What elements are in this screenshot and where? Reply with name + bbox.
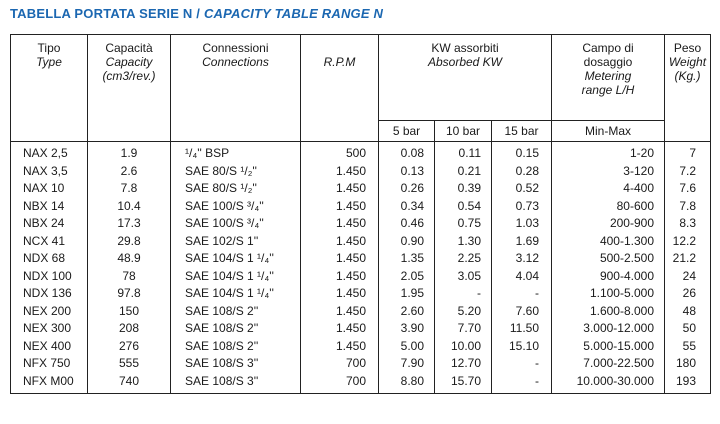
page-title <box>10 6 383 21</box>
table-row <box>11 180 711 198</box>
header-rpm <box>301 35 379 142</box>
cell-metering-range: 5.000-15.000 <box>552 338 665 356</box>
cell-metering-range: 10.000-30.000 <box>552 373 665 394</box>
cell-weight: 55 <box>665 338 711 356</box>
cell-metering-range: 1.100-5.000 <box>552 285 665 303</box>
cell-kw-10-bar: 1.30 <box>435 233 492 251</box>
cell-weight: 193 <box>665 373 711 394</box>
cell-weight: 7.2 <box>665 163 711 181</box>
table-body <box>11 142 711 394</box>
table-row <box>11 215 711 233</box>
header-tipo-en: Type <box>36 55 62 69</box>
cell-capacity: 1.9 <box>88 142 171 163</box>
cell-connection: SAE 100/S ³/₄'' <box>171 215 301 233</box>
cell-capacity: 48.9 <box>88 250 171 268</box>
cell-kw-5-bar: 0.26 <box>379 180 435 198</box>
table-row <box>11 303 711 321</box>
cell-kw-5-bar: 0.08 <box>379 142 435 163</box>
header-campo <box>552 35 665 121</box>
cell-connection: SAE 80/S ¹/₂'' <box>171 180 301 198</box>
cell-rpm: 1.450 <box>301 303 379 321</box>
cell-weight: 26 <box>665 285 711 303</box>
table-header <box>11 35 711 142</box>
header-kw <box>379 35 552 121</box>
cell-rpm: 1.450 <box>301 338 379 356</box>
cell-rpm: 1.450 <box>301 250 379 268</box>
cell-kw-15-bar: 1.69 <box>492 233 552 251</box>
cell-metering-range: 80-600 <box>552 198 665 216</box>
cell-tipo: NFX 750 <box>11 355 88 373</box>
cell-kw-10-bar: 0.75 <box>435 215 492 233</box>
header-10-bar: 10 bar <box>435 121 492 142</box>
cell-kw-10-bar: 0.21 <box>435 163 492 181</box>
cell-kw-10-bar: - <box>435 285 492 303</box>
cell-capacity: 740 <box>88 373 171 394</box>
cell-tipo: NBX 14 <box>11 198 88 216</box>
cell-rpm: 700 <box>301 355 379 373</box>
cell-connection: SAE 100/S ³/₄'' <box>171 198 301 216</box>
cell-connection: SAE 108/S 3'' <box>171 373 301 394</box>
header-min-max: Min-Max <box>552 121 665 142</box>
header-tipo <box>11 35 88 142</box>
cell-tipo: NDX 100 <box>11 268 88 286</box>
cell-capacity: 555 <box>88 355 171 373</box>
header-campo-it2: dosaggio <box>583 55 633 69</box>
cell-kw-15-bar: 3.12 <box>492 250 552 268</box>
header-5-bar: 5 bar <box>379 121 435 142</box>
cell-tipo: NBX 24 <box>11 215 88 233</box>
table-row <box>11 320 711 338</box>
table-row <box>11 142 711 163</box>
cell-connection: SAE 104/S 1 ¹/₄'' <box>171 250 301 268</box>
cell-kw-15-bar: 1.03 <box>492 215 552 233</box>
title-main: TABELLA PORTATA SERIE N / <box>10 6 204 21</box>
cell-kw-5-bar: 0.46 <box>379 215 435 233</box>
header-capacita <box>88 35 171 142</box>
cell-weight: 48 <box>665 303 711 321</box>
cell-metering-range: 1-20 <box>552 142 665 163</box>
cell-connection: SAE 108/S 3'' <box>171 355 301 373</box>
cell-kw-10-bar: 0.39 <box>435 180 492 198</box>
header-kw-en: Absorbed KW <box>427 55 503 69</box>
table-row <box>11 163 711 181</box>
cell-kw-15-bar: 0.52 <box>492 180 552 198</box>
cell-tipo: NEX 400 <box>11 338 88 356</box>
cell-capacity: 7.8 <box>88 180 171 198</box>
header-capacita-it: Capacità <box>105 41 153 55</box>
table-row <box>11 250 711 268</box>
cell-rpm: 1.450 <box>301 320 379 338</box>
cell-kw-10-bar: 3.05 <box>435 268 492 286</box>
cell-kw-5-bar: 5.00 <box>379 338 435 356</box>
cell-kw-15-bar: 0.15 <box>492 142 552 163</box>
cell-kw-15-bar: 15.10 <box>492 338 552 356</box>
table-row <box>11 338 711 356</box>
cell-kw-10-bar: 10.00 <box>435 338 492 356</box>
table-row <box>11 285 711 303</box>
cell-connection: SAE 104/S 1 ¹/₄'' <box>171 268 301 286</box>
cell-tipo: NAX 3,5 <box>11 163 88 181</box>
cell-rpm: 1.450 <box>301 198 379 216</box>
cell-kw-15-bar: - <box>492 355 552 373</box>
cell-metering-range: 200-900 <box>552 215 665 233</box>
cell-kw-15-bar: - <box>492 285 552 303</box>
cell-rpm: 1.450 <box>301 233 379 251</box>
header-kw-it: KW assorbiti <box>431 41 499 55</box>
cell-kw-15-bar: - <box>492 373 552 394</box>
cell-tipo: NDX 136 <box>11 285 88 303</box>
table-row <box>11 268 711 286</box>
cell-kw-15-bar: 7.60 <box>492 303 552 321</box>
header-capacita-unit: (cm3/rev.) <box>102 69 156 83</box>
cell-capacity: 208 <box>88 320 171 338</box>
table-row <box>11 198 711 216</box>
cell-kw-5-bar: 7.90 <box>379 355 435 373</box>
cell-rpm: 1.450 <box>301 285 379 303</box>
cell-capacity: 78 <box>88 268 171 286</box>
cell-kw-10-bar: 0.54 <box>435 198 492 216</box>
cell-tipo: NFX M00 <box>11 373 88 394</box>
cell-connection: SAE 108/S 2'' <box>171 320 301 338</box>
cell-kw-10-bar: 0.11 <box>435 142 492 163</box>
cell-capacity: 97.8 <box>88 285 171 303</box>
header-peso-en: Weight <box>668 55 707 69</box>
header-capacita-en: Capacity <box>105 55 153 69</box>
cell-kw-15-bar: 11.50 <box>492 320 552 338</box>
cell-tipo: NDX 68 <box>11 250 88 268</box>
cell-weight: 7.8 <box>665 198 711 216</box>
cell-rpm: 700 <box>301 373 379 394</box>
cell-connection: SAE 80/S ¹/₂'' <box>171 163 301 181</box>
cell-weight: 7.6 <box>665 180 711 198</box>
header-peso <box>665 35 711 142</box>
cell-tipo: NAX 10 <box>11 180 88 198</box>
cell-kw-15-bar: 4.04 <box>492 268 552 286</box>
cell-kw-5-bar: 2.05 <box>379 268 435 286</box>
cell-connection: SAE 108/S 2'' <box>171 303 301 321</box>
cell-kw-5-bar: 0.90 <box>379 233 435 251</box>
cell-capacity: 2.6 <box>88 163 171 181</box>
cell-capacity: 150 <box>88 303 171 321</box>
cell-tipo: NEX 300 <box>11 320 88 338</box>
cell-connection: ¹/₄'' BSP <box>171 142 301 163</box>
cell-connection: SAE 102/S 1'' <box>171 233 301 251</box>
cell-connection: SAE 104/S 1 ¹/₄'' <box>171 285 301 303</box>
cell-metering-range: 3.000-12.000 <box>552 320 665 338</box>
cell-kw-5-bar: 0.13 <box>379 163 435 181</box>
header-connessioni-it: Connessioni <box>202 41 269 55</box>
cell-weight: 180 <box>665 355 711 373</box>
cell-tipo: NEX 200 <box>11 303 88 321</box>
cell-rpm: 1.450 <box>301 180 379 198</box>
header-connessioni <box>171 35 301 142</box>
cell-metering-range: 7.000-22.500 <box>552 355 665 373</box>
header-rpm-en: R.P.M <box>323 55 356 69</box>
cell-rpm: 1.450 <box>301 163 379 181</box>
cell-metering-range: 500-2.500 <box>552 250 665 268</box>
cell-kw-5-bar: 0.34 <box>379 198 435 216</box>
cell-capacity: 17.3 <box>88 215 171 233</box>
cell-weight: 7 <box>665 142 711 163</box>
cell-rpm: 1.450 <box>301 268 379 286</box>
cell-kw-10-bar: 5.20 <box>435 303 492 321</box>
cell-connection: SAE 108/S 2'' <box>171 338 301 356</box>
cell-weight: 21.2 <box>665 250 711 268</box>
header-tipo-it: Tipo <box>37 41 61 55</box>
cell-metering-range: 900-4.000 <box>552 268 665 286</box>
cell-kw-5-bar: 3.90 <box>379 320 435 338</box>
cell-kw-10-bar: 2.25 <box>435 250 492 268</box>
cell-rpm: 500 <box>301 142 379 163</box>
header-campo-en2: range L/H <box>581 83 635 97</box>
cell-tipo: NCX 41 <box>11 233 88 251</box>
cell-rpm: 1.450 <box>301 215 379 233</box>
cell-kw-5-bar: 1.35 <box>379 250 435 268</box>
table-row <box>11 233 711 251</box>
table-row <box>11 355 711 373</box>
cell-weight: 24 <box>665 268 711 286</box>
capacity-table <box>10 34 711 394</box>
cell-kw-10-bar: 7.70 <box>435 320 492 338</box>
cell-capacity: 276 <box>88 338 171 356</box>
header-peso-it: Peso <box>673 41 702 55</box>
cell-kw-5-bar: 2.60 <box>379 303 435 321</box>
cell-kw-5-bar: 8.80 <box>379 373 435 394</box>
cell-metering-range: 1.600-8.000 <box>552 303 665 321</box>
cell-kw-10-bar: 12.70 <box>435 355 492 373</box>
cell-tipo: NAX 2,5 <box>11 142 88 163</box>
cell-kw-15-bar: 0.28 <box>492 163 552 181</box>
header-15-bar: 15 bar <box>492 121 552 142</box>
cell-weight: 8.3 <box>665 215 711 233</box>
cell-capacity: 10.4 <box>88 198 171 216</box>
cell-kw-15-bar: 0.73 <box>492 198 552 216</box>
cell-kw-5-bar: 1.95 <box>379 285 435 303</box>
cell-weight: 12.2 <box>665 233 711 251</box>
header-campo-en1: Metering <box>584 69 632 83</box>
title-italic: CAPACITY TABLE RANGE N <box>203 6 384 21</box>
cell-metering-range: 3-120 <box>552 163 665 181</box>
header-peso-unit: (Kg.) <box>674 69 701 83</box>
cell-weight: 50 <box>665 320 711 338</box>
table-row <box>11 373 711 394</box>
header-campo-it1: Campo di <box>582 41 634 55</box>
cell-kw-10-bar: 15.70 <box>435 373 492 394</box>
header-connessioni-en: Connections <box>202 55 269 69</box>
cell-capacity: 29.8 <box>88 233 171 251</box>
cell-metering-range: 400-1.300 <box>552 233 665 251</box>
cell-metering-range: 4-400 <box>552 180 665 198</box>
